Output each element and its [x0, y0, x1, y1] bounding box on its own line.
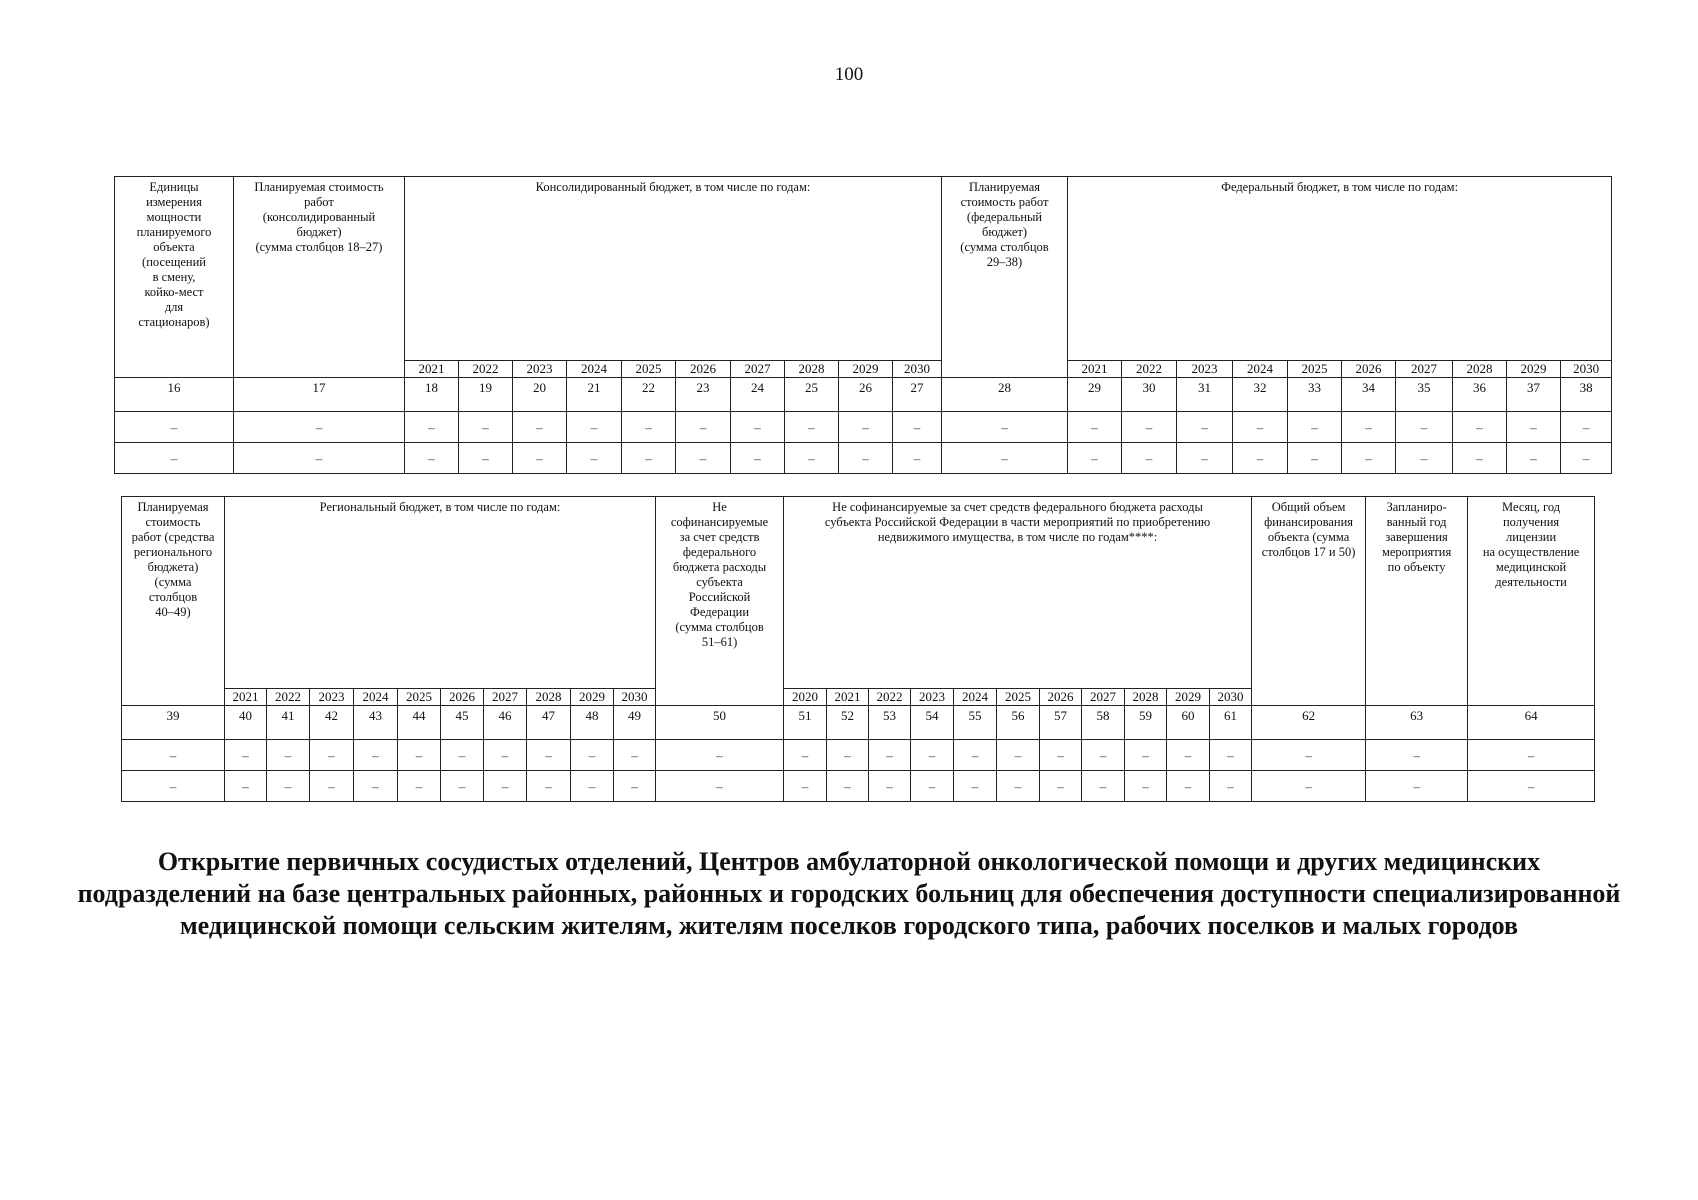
table-cell: –: [676, 412, 731, 443]
table-cell: –: [1342, 412, 1396, 443]
table-cell: –: [827, 771, 869, 802]
year-cell: 2020: [784, 689, 827, 706]
table-cell: –: [954, 740, 997, 771]
table-cell: –: [1288, 412, 1342, 443]
column-number: 30: [1122, 378, 1177, 412]
table-cell: –: [225, 771, 267, 802]
column-number: 51: [784, 706, 827, 740]
table-cell: –: [1396, 412, 1453, 443]
table-row: [115, 443, 1612, 474]
table-cell: –: [1468, 740, 1595, 771]
table-cell: –: [893, 443, 942, 474]
table-cell: –: [567, 412, 622, 443]
table-cell: –: [1288, 443, 1342, 474]
year-cell: 2022: [459, 361, 513, 378]
year-cell: 2028: [527, 689, 571, 706]
table-cell: –: [1210, 740, 1252, 771]
column-number: 52: [827, 706, 869, 740]
table-cell: –: [869, 771, 911, 802]
year-cell: 2026: [1040, 689, 1082, 706]
year-cell: 2021: [405, 361, 459, 378]
column-number: 33: [1288, 378, 1342, 412]
year-cell: 2022: [267, 689, 310, 706]
table-cell: –: [1453, 443, 1507, 474]
table-cell: –: [1068, 443, 1122, 474]
table-cell: –: [784, 771, 827, 802]
table-cell: –: [785, 443, 839, 474]
table-cell: –: [839, 412, 893, 443]
table-cell: –: [614, 740, 656, 771]
year-cell: 2029: [839, 361, 893, 378]
year-cell: 2027: [484, 689, 527, 706]
column-number: 55: [954, 706, 997, 740]
table-cell: –: [942, 412, 1068, 443]
year-cell: 2030: [893, 361, 942, 378]
table-cell: –: [513, 443, 567, 474]
table-cell: –: [1125, 771, 1167, 802]
header-planned-cost-regional: Планируемая стоимость работ (средства регионального бюджета) (сумма столбцов 40–49): [122, 497, 225, 706]
table-cell: –: [405, 443, 459, 474]
column-number: 31: [1177, 378, 1233, 412]
table-cell: –: [1468, 771, 1595, 802]
year-cell: 2024: [354, 689, 398, 706]
table-cell: –: [441, 740, 484, 771]
year-cell: 2021: [1068, 361, 1122, 378]
section-caption: Открытие первичных сосудистых отделений, Центров амбулаторной онкологической помощи и других медицинских подразделений на базе центральных районных, районных и городских больниц для обеспечения доступности специализированной медицинской помощи сельским жителям, жителям поселков городского типа, рабочих поселков и малых городов: [77, 847, 1621, 940]
table-cell: –: [784, 740, 827, 771]
column-number: 39: [122, 706, 225, 740]
table-cell: –: [1167, 740, 1210, 771]
year-cell: 2022: [869, 689, 911, 706]
year-cell: 2027: [731, 361, 785, 378]
table-cell: –: [1040, 740, 1082, 771]
table-cell: –: [731, 412, 785, 443]
table-cell: –: [1252, 771, 1366, 802]
table-cell: –: [1396, 443, 1453, 474]
table-cell: –: [827, 740, 869, 771]
table-cell: –: [1125, 740, 1167, 771]
table-cell: –: [622, 443, 676, 474]
column-number-row: [115, 378, 1612, 412]
budget-table-consolidated-federal: [114, 176, 1612, 474]
year-cell: 2024: [1233, 361, 1288, 378]
column-number: 36: [1453, 378, 1507, 412]
header-total-financing: Общий объем финансирования объекта (сумма столбцов 17 и 50): [1252, 497, 1366, 706]
table-cell: –: [234, 412, 405, 443]
column-number: 56: [997, 706, 1040, 740]
column-number: 63: [1366, 706, 1468, 740]
year-cell: 2024: [567, 361, 622, 378]
year-cell: 2026: [441, 689, 484, 706]
table-cell: –: [354, 740, 398, 771]
budget-table-regional: [121, 496, 1595, 802]
table-cell: –: [1082, 771, 1125, 802]
table-cell: –: [1342, 443, 1396, 474]
year-cell: 2029: [571, 689, 614, 706]
table-cell: –: [1233, 443, 1288, 474]
page-number: 100: [834, 64, 864, 85]
column-number: 43: [354, 706, 398, 740]
year-cell: 2024: [954, 689, 997, 706]
year-cell: 2023: [310, 689, 354, 706]
header-license-month: Месяц, год получения лицензии на осуществление медицинской деятельности: [1468, 497, 1595, 706]
column-number: 48: [571, 706, 614, 740]
table-cell: –: [398, 740, 441, 771]
table-cell: –: [405, 412, 459, 443]
year-cell: 2023: [513, 361, 567, 378]
column-number: 25: [785, 378, 839, 412]
year-cell: 2025: [997, 689, 1040, 706]
column-number: 29: [1068, 378, 1122, 412]
header-non-cofinanced-total: Не софинансируемые за счет средств федерального бюджета расходы субъекта Российской Федерации (сумма столбцов 51–61): [656, 497, 784, 706]
table-cell: –: [567, 443, 622, 474]
column-number: 18: [405, 378, 459, 412]
table-cell: –: [1177, 443, 1233, 474]
table-cell: –: [1122, 412, 1177, 443]
year-cell: 2025: [398, 689, 441, 706]
column-number: 17: [234, 378, 405, 412]
column-number: 26: [839, 378, 893, 412]
table-cell: –: [398, 771, 441, 802]
table-cell: –: [310, 771, 354, 802]
column-number: 37: [1507, 378, 1561, 412]
table-cell: –: [571, 740, 614, 771]
year-cell: 2027: [1396, 361, 1453, 378]
column-number: 38: [1561, 378, 1612, 412]
table-cell: –: [785, 412, 839, 443]
header-unit: Единицы измерения мощности планируемого объекта (посещений в смену, койко-мест для стационаров): [115, 177, 234, 378]
table-cell: –: [997, 771, 1040, 802]
table-cell: –: [527, 771, 571, 802]
table-cell: –: [731, 443, 785, 474]
table-cell: –: [1561, 412, 1612, 443]
column-number: 49: [614, 706, 656, 740]
column-number: 58: [1082, 706, 1125, 740]
column-number: 23: [676, 378, 731, 412]
column-number: 19: [459, 378, 513, 412]
table-cell: –: [656, 740, 784, 771]
table-cell: –: [513, 412, 567, 443]
column-number: 45: [441, 706, 484, 740]
column-number: 53: [869, 706, 911, 740]
table-cell: –: [911, 740, 954, 771]
table-cell: –: [1177, 412, 1233, 443]
table-cell: –: [954, 771, 997, 802]
column-number: 40: [225, 706, 267, 740]
year-cell: 2022: [1122, 361, 1177, 378]
year-cell: 2030: [1210, 689, 1252, 706]
header-planned-cost-consolidated: Планируемая стоимость работ (консолидированный бюджет) (сумма столбцов 18–27): [234, 177, 405, 378]
column-number: 27: [893, 378, 942, 412]
year-cell: 2028: [785, 361, 839, 378]
year-cell: 2030: [614, 689, 656, 706]
column-number: 21: [567, 378, 622, 412]
table-cell: –: [911, 771, 954, 802]
table-cell: –: [1167, 771, 1210, 802]
table-cell: –: [225, 740, 267, 771]
year-cell: 2028: [1453, 361, 1507, 378]
column-number: 60: [1167, 706, 1210, 740]
table-cell: –: [267, 740, 310, 771]
table-cell: –: [1366, 771, 1468, 802]
table-cell: –: [234, 443, 405, 474]
column-number: 47: [527, 706, 571, 740]
column-number: 59: [1125, 706, 1167, 740]
table-cell: –: [1233, 412, 1288, 443]
column-number: 24: [731, 378, 785, 412]
column-number: 62: [1252, 706, 1366, 740]
year-cell: 2023: [1177, 361, 1233, 378]
table-row: [122, 740, 1595, 771]
header-non-cofinanced-years: Не софинансируемые за счет средств федерального бюджета расходы субъекта Российской Федерации в части мероприятий по приобретению недвижимого имущества, в том числе по годам****:: [784, 497, 1252, 689]
table-cell: –: [1082, 740, 1125, 771]
year-cell: 2025: [1288, 361, 1342, 378]
year-cell: 2023: [911, 689, 954, 706]
table-row: [122, 771, 1595, 802]
table-cell: –: [459, 443, 513, 474]
year-cell: 2021: [225, 689, 267, 706]
table-cell: –: [267, 771, 310, 802]
table-cell: –: [893, 412, 942, 443]
table-cell: –: [1040, 771, 1082, 802]
column-number: 61: [1210, 706, 1252, 740]
year-cell: 2028: [1125, 689, 1167, 706]
year-cell: 2025: [622, 361, 676, 378]
year-cell: 2029: [1507, 361, 1561, 378]
table-cell: –: [122, 771, 225, 802]
header-federal-budget: Федеральный бюджет, в том числе по годам:: [1068, 177, 1612, 361]
table-cell: –: [839, 443, 893, 474]
table-cell: –: [869, 740, 911, 771]
table-cell: –: [115, 443, 234, 474]
table-cell: –: [354, 771, 398, 802]
year-cell: 2026: [1342, 361, 1396, 378]
column-number: 64: [1468, 706, 1595, 740]
table-cell: –: [614, 771, 656, 802]
table-cell: –: [310, 740, 354, 771]
table-cell: –: [571, 771, 614, 802]
column-number: 57: [1040, 706, 1082, 740]
column-number: 41: [267, 706, 310, 740]
column-number-row: [122, 706, 1595, 740]
table-cell: –: [656, 771, 784, 802]
column-number: 46: [484, 706, 527, 740]
table-cell: –: [1366, 740, 1468, 771]
column-number: 50: [656, 706, 784, 740]
header-planned-year: Запланиро- ванный год завершения мероприятия по объекту: [1366, 497, 1468, 706]
table-cell: –: [1210, 771, 1252, 802]
year-cell: 2029: [1167, 689, 1210, 706]
table-cell: –: [622, 412, 676, 443]
column-number: 22: [622, 378, 676, 412]
header-consolidated-budget: Консолидированный бюджет, в том числе по годам:: [405, 177, 942, 361]
year-cell: 2021: [827, 689, 869, 706]
table-cell: –: [1507, 443, 1561, 474]
column-number: 42: [310, 706, 354, 740]
table-cell: –: [1252, 740, 1366, 771]
column-number: 20: [513, 378, 567, 412]
column-number: 44: [398, 706, 441, 740]
table-cell: –: [441, 771, 484, 802]
table-cell: –: [1453, 412, 1507, 443]
year-cell: 2030: [1561, 361, 1612, 378]
column-number: 35: [1396, 378, 1453, 412]
year-cell: 2026: [676, 361, 731, 378]
table-cell: –: [459, 412, 513, 443]
table-row: [115, 412, 1612, 443]
table-cell: –: [527, 740, 571, 771]
year-cell: 2027: [1082, 689, 1125, 706]
table-cell: –: [1068, 412, 1122, 443]
table-cell: –: [1561, 443, 1612, 474]
table-cell: –: [676, 443, 731, 474]
column-number: 16: [115, 378, 234, 412]
table-cell: –: [997, 740, 1040, 771]
column-number: 34: [1342, 378, 1396, 412]
table-cell: –: [1122, 443, 1177, 474]
table-cell: –: [484, 771, 527, 802]
table-cell: –: [115, 412, 234, 443]
table-cell: –: [1507, 412, 1561, 443]
header-planned-cost-federal: Планируемая стоимость работ (федеральный бюджет) (сумма столбцов 29–38): [942, 177, 1068, 378]
table-cell: –: [484, 740, 527, 771]
table-cell: –: [942, 443, 1068, 474]
column-number: 54: [911, 706, 954, 740]
header-regional-budget: Региональный бюджет, в том числе по годам:: [225, 497, 656, 689]
column-number: 28: [942, 378, 1068, 412]
column-number: 32: [1233, 378, 1288, 412]
table-cell: –: [122, 740, 225, 771]
